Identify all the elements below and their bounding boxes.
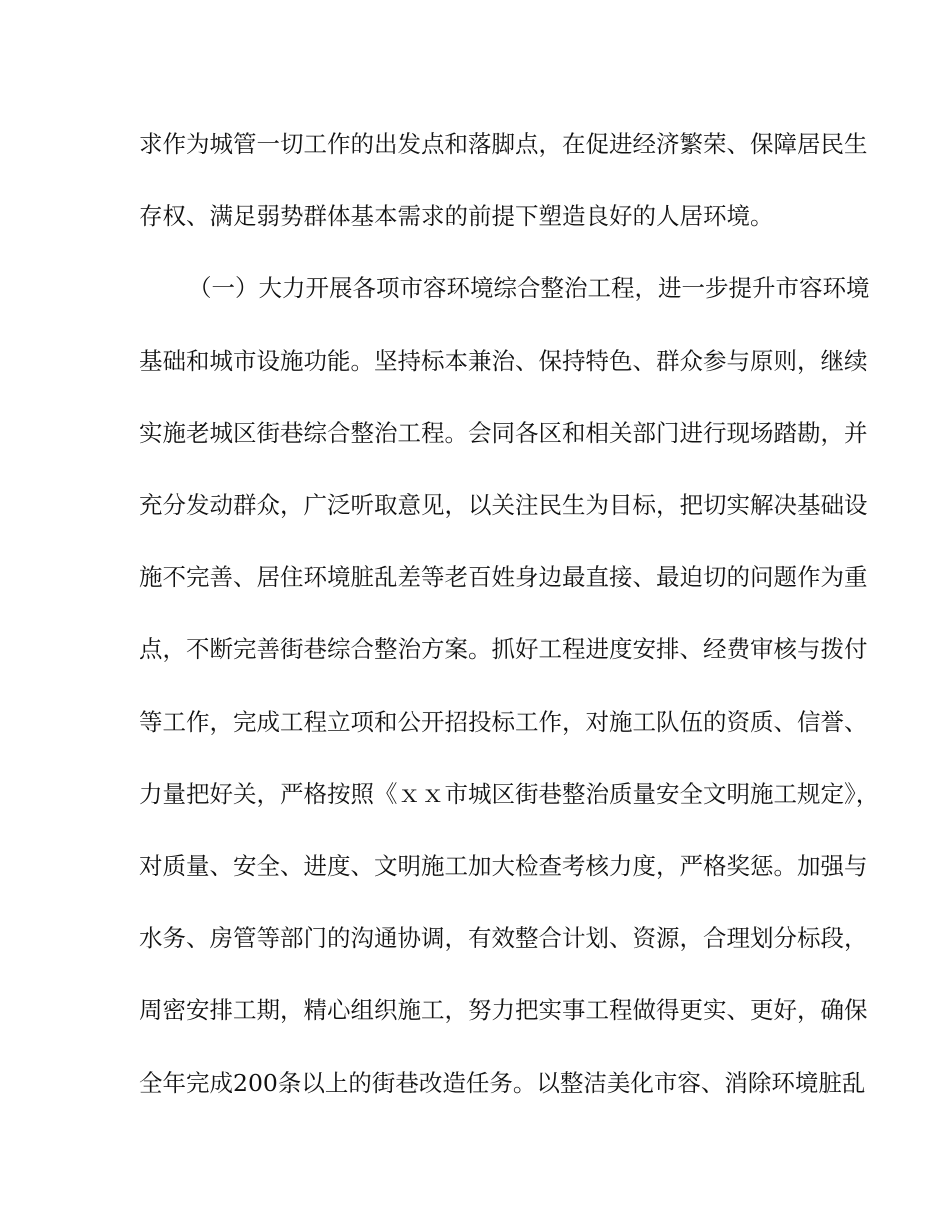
text-line-14: 全年完成200条以上的街巷改造任务。以整洁美化市容、消除环境脏乱: [139, 1069, 866, 1097]
text-line-11: 对质量、安全、进度、文明施工加大检查考核力度，严格奖惩。加强与: [139, 852, 868, 880]
text-line-10: 力量把好关，严格按照《ｘｘ市城区街巷整治质量安全文明施工规定》，: [139, 780, 880, 808]
text-line-1: 求作为城管一切工作的出发点和落脚点，在促进经济繁荣、保障居民生: [139, 130, 868, 158]
text-line-7: 施不完善、居住环境脏乱差等老百姓身边最直接、最迫切的问题作为重: [139, 563, 868, 591]
text-line-4: 基础和城市设施功能。坚持标本兼治、保持特色、群众参与原则，继续: [139, 347, 868, 375]
paragraph-heading-line: （一）大力开展各项市容环境综合整治工程，进一步提升市容环境: [188, 274, 870, 302]
text-line-6: 充分发动群众，广泛听取意见，以关注民生为目标，把切实解决基础设: [139, 491, 868, 519]
text-line-9: 等工作，完成工程立项和公开招投标工作，对施工队伍的资质、信誉、: [139, 708, 868, 736]
text-line-13: 周密安排工期，精心组织施工，努力把实事工程做得更实、更好，确保: [139, 996, 868, 1024]
text-line-12: 水务、房管等部门的沟通协调，有效整合计划、资源，合理划分标段，: [139, 924, 868, 952]
text-line-5: 实施老城区街巷综合整治工程。会同各区和相关部门进行现场踏勘，并: [139, 419, 868, 447]
text-line-2: 存权、满足弱势群体基本需求的前提下塑造良好的人居环境。: [139, 202, 774, 230]
text-line-8: 点，不断完善街巷综合整治方案。抓好工程进度安排、经费审核与拨付: [139, 635, 868, 663]
